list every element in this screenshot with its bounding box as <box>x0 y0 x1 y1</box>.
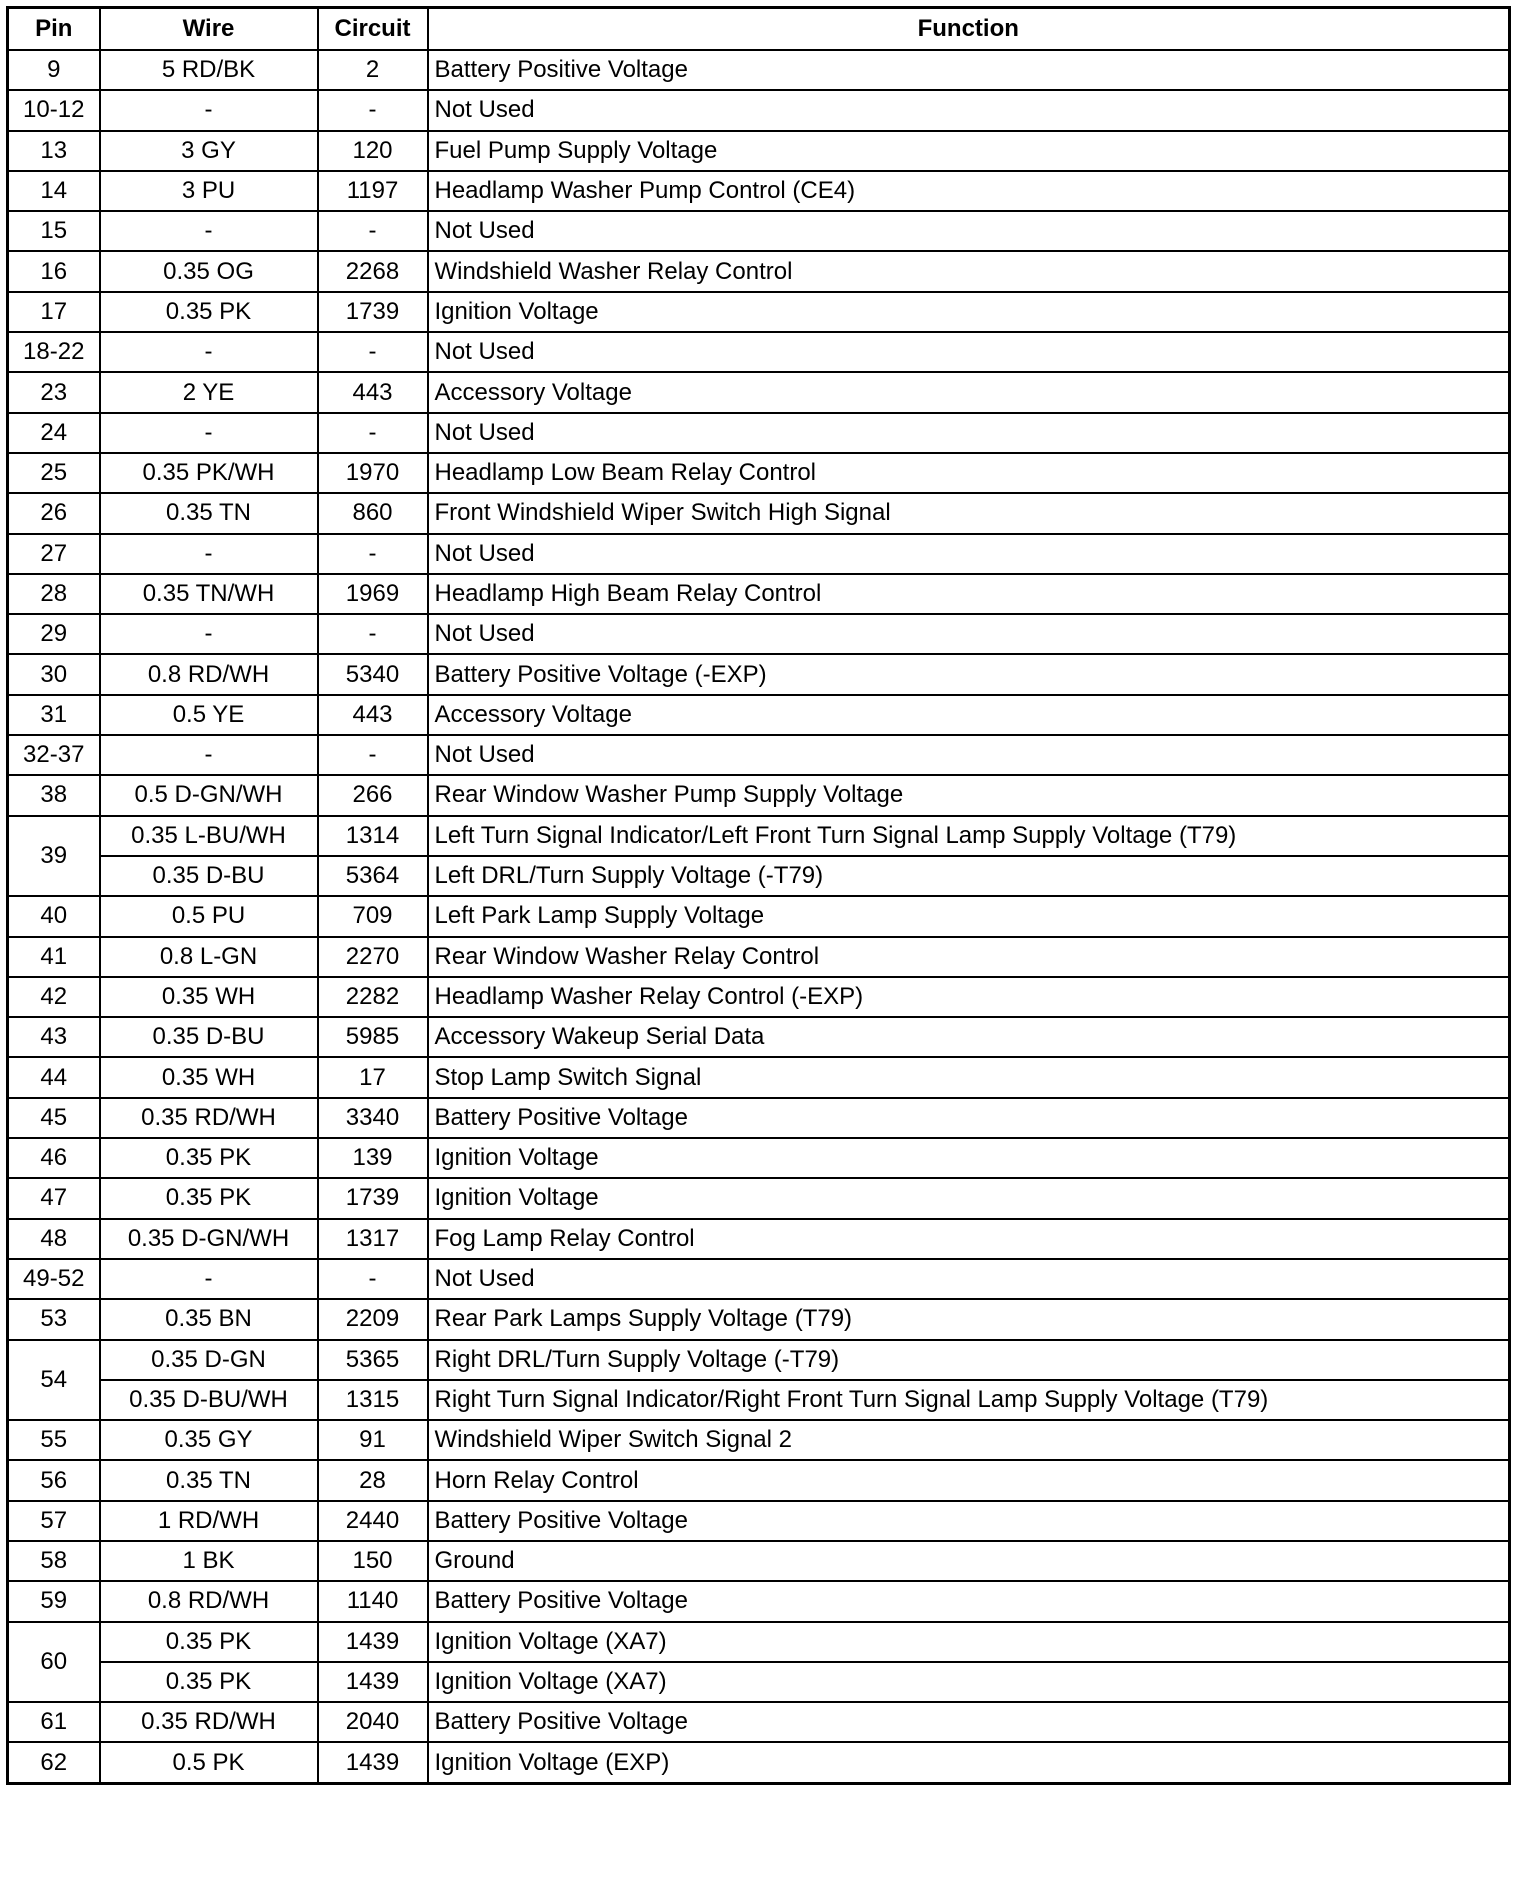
circuit-cell: 1317 <box>318 1219 428 1259</box>
table-row <box>8 131 1510 171</box>
circuit-cell: 28 <box>318 1460 428 1500</box>
pin-cell: 59 <box>8 1581 100 1621</box>
wire-cell: - <box>100 90 318 130</box>
circuit-cell: - <box>318 90 428 130</box>
wire-cell: - <box>100 735 318 775</box>
circuit-cell: 5364 <box>318 856 428 896</box>
function-cell: Battery Positive Voltage <box>428 1581 1510 1621</box>
wire-cell: 0.35 D-GN <box>100 1340 318 1380</box>
header-pin: Pin <box>8 8 100 51</box>
table-row <box>8 816 1510 856</box>
circuit-cell: 1140 <box>318 1581 428 1621</box>
circuit-cell: 1970 <box>318 453 428 493</box>
wire-cell: - <box>100 413 318 453</box>
pin-cell: 38 <box>8 775 100 815</box>
table-row <box>8 171 1510 211</box>
table-row <box>8 896 1510 936</box>
circuit-cell: 2282 <box>318 977 428 1017</box>
function-cell: Right DRL/Turn Supply Voltage (-T79) <box>428 1340 1510 1380</box>
table-row <box>8 735 1510 775</box>
function-cell: Rear Window Washer Pump Supply Voltage <box>428 775 1510 815</box>
wire-cell: - <box>100 1259 318 1299</box>
function-cell: Not Used <box>428 614 1510 654</box>
wire-cell: 0.35 PK <box>100 1178 318 1218</box>
circuit-cell: 2270 <box>318 937 428 977</box>
function-cell: Battery Positive Voltage (-EXP) <box>428 654 1510 694</box>
wire-cell: 0.8 RD/WH <box>100 654 318 694</box>
wire-cell: 0.35 L-BU/WH <box>100 816 318 856</box>
wire-cell: 0.35 D-GN/WH <box>100 1219 318 1259</box>
table-row <box>8 1420 1510 1460</box>
function-cell: Windshield Wiper Switch Signal 2 <box>428 1420 1510 1460</box>
wire-cell: 0.35 TN <box>100 1460 318 1500</box>
pin-cell: 32-37 <box>8 735 100 775</box>
pin-cell: 45 <box>8 1098 100 1138</box>
function-cell: Battery Positive Voltage <box>428 1501 1510 1541</box>
wire-cell: 2 YE <box>100 372 318 412</box>
wire-cell: 0.35 RD/WH <box>100 1098 318 1138</box>
function-cell: Rear Window Washer Relay Control <box>428 937 1510 977</box>
table-row <box>8 413 1510 453</box>
pin-cell: 15 <box>8 211 100 251</box>
wire-cell: 0.35 TN/WH <box>100 574 318 614</box>
circuit-cell: - <box>318 614 428 654</box>
circuit-cell: 1969 <box>318 574 428 614</box>
function-cell: Accessory Voltage <box>428 695 1510 735</box>
function-cell: Not Used <box>428 413 1510 453</box>
function-cell: Not Used <box>428 534 1510 574</box>
pin-cell: 54 <box>8 1340 100 1421</box>
wire-cell: 0.35 PK <box>100 292 318 332</box>
pin-cell: 28 <box>8 574 100 614</box>
function-cell: Ignition Voltage <box>428 292 1510 332</box>
table-row <box>8 574 1510 614</box>
circuit-cell: - <box>318 735 428 775</box>
circuit-cell: 17 <box>318 1057 428 1097</box>
function-cell: Accessory Voltage <box>428 372 1510 412</box>
circuit-cell: 1314 <box>318 816 428 856</box>
circuit-cell: 443 <box>318 372 428 412</box>
circuit-cell: - <box>318 1259 428 1299</box>
pin-cell: 39 <box>8 816 100 897</box>
table-row <box>8 292 1510 332</box>
table-row <box>8 695 1510 735</box>
wire-cell: - <box>100 614 318 654</box>
function-cell: Ignition Voltage <box>428 1178 1510 1218</box>
table-row <box>8 937 1510 977</box>
wire-cell: 3 GY <box>100 131 318 171</box>
circuit-cell: 2040 <box>318 1702 428 1742</box>
wire-cell: 0.5 PK <box>100 1742 318 1783</box>
wire-cell: 0.8 L-GN <box>100 937 318 977</box>
table-row <box>8 1098 1510 1138</box>
table-row <box>8 1057 1510 1097</box>
pin-cell: 58 <box>8 1541 100 1581</box>
wire-cell: 0.35 D-BU <box>100 1017 318 1057</box>
header-row <box>8 8 1510 51</box>
pin-cell: 9 <box>8 50 100 90</box>
circuit-cell: 150 <box>318 1541 428 1581</box>
pin-cell: 49-52 <box>8 1259 100 1299</box>
pin-cell: 61 <box>8 1702 100 1742</box>
wire-cell: 0.35 PK <box>100 1662 318 1702</box>
wire-cell: 0.35 PK/WH <box>100 453 318 493</box>
wire-cell: 0.35 WH <box>100 1057 318 1097</box>
circuit-cell: 91 <box>318 1420 428 1460</box>
function-cell: Ignition Voltage (EXP) <box>428 1742 1510 1783</box>
pin-cell: 48 <box>8 1219 100 1259</box>
table-row <box>8 1581 1510 1621</box>
pin-cell: 29 <box>8 614 100 654</box>
circuit-cell: 2209 <box>318 1299 428 1339</box>
pin-cell: 16 <box>8 251 100 291</box>
function-cell: Ignition Voltage (XA7) <box>428 1662 1510 1702</box>
function-cell: Not Used <box>428 1259 1510 1299</box>
circuit-cell: 2 <box>318 50 428 90</box>
pin-cell: 23 <box>8 372 100 412</box>
table-row <box>8 1178 1510 1218</box>
table-row <box>8 493 1510 533</box>
circuit-cell: 1439 <box>318 1742 428 1783</box>
pin-cell: 27 <box>8 534 100 574</box>
circuit-cell: 709 <box>318 896 428 936</box>
table-row <box>8 453 1510 493</box>
table-row <box>8 1501 1510 1541</box>
pin-cell: 53 <box>8 1299 100 1339</box>
wire-cell: 1 BK <box>100 1541 318 1581</box>
table-row <box>8 1017 1510 1057</box>
function-cell: Windshield Washer Relay Control <box>428 251 1510 291</box>
pin-cell: 57 <box>8 1501 100 1541</box>
table-row <box>8 1622 1510 1662</box>
table-row <box>8 1299 1510 1339</box>
function-cell: Not Used <box>428 90 1510 130</box>
circuit-cell: - <box>318 211 428 251</box>
circuit-cell: 139 <box>318 1138 428 1178</box>
wire-cell: 5 RD/BK <box>100 50 318 90</box>
table-body <box>8 50 1510 1783</box>
wire-cell: 0.35 D-BU <box>100 856 318 896</box>
table-row <box>8 856 1510 896</box>
circuit-cell: 5985 <box>318 1017 428 1057</box>
circuit-cell: 120 <box>318 131 428 171</box>
table-row <box>8 1219 1510 1259</box>
pin-cell: 14 <box>8 171 100 211</box>
circuit-cell: 1197 <box>318 171 428 211</box>
wire-cell: 0.35 RD/WH <box>100 1702 318 1742</box>
circuit-cell: 1439 <box>318 1662 428 1702</box>
wire-cell: - <box>100 211 318 251</box>
function-cell: Left Turn Signal Indicator/Left Front Turn Signal Lamp Supply Voltage (T79) <box>428 816 1510 856</box>
table-row <box>8 332 1510 372</box>
wire-cell: 3 PU <box>100 171 318 211</box>
pin-cell: 26 <box>8 493 100 533</box>
wire-cell: 0.35 TN <box>100 493 318 533</box>
table-row <box>8 372 1510 412</box>
table-row <box>8 1662 1510 1702</box>
function-cell: Not Used <box>428 735 1510 775</box>
pin-cell: 47 <box>8 1178 100 1218</box>
table-row <box>8 1340 1510 1380</box>
function-cell: Battery Positive Voltage <box>428 1098 1510 1138</box>
function-cell: Accessory Wakeup Serial Data <box>428 1017 1510 1057</box>
function-cell: Not Used <box>428 332 1510 372</box>
function-cell: Right Turn Signal Indicator/Right Front Turn Signal Lamp Supply Voltage (T79) <box>428 1380 1510 1420</box>
circuit-cell: 1315 <box>318 1380 428 1420</box>
pin-cell: 46 <box>8 1138 100 1178</box>
circuit-cell: 860 <box>318 493 428 533</box>
function-cell: Left DRL/Turn Supply Voltage (-T79) <box>428 856 1510 896</box>
table-row <box>8 1541 1510 1581</box>
function-cell: Battery Positive Voltage <box>428 1702 1510 1742</box>
circuit-cell: 1739 <box>318 292 428 332</box>
table-row <box>8 251 1510 291</box>
function-cell: Horn Relay Control <box>428 1460 1510 1500</box>
wire-cell: 0.35 GY <box>100 1420 318 1460</box>
pin-cell: 43 <box>8 1017 100 1057</box>
table-row <box>8 1259 1510 1299</box>
wire-cell: - <box>100 534 318 574</box>
table-row <box>8 1460 1510 1500</box>
function-cell: Not Used <box>428 211 1510 251</box>
wire-cell: 0.35 PK <box>100 1622 318 1662</box>
function-cell: Headlamp Washer Relay Control (-EXP) <box>428 977 1510 1017</box>
wire-cell: 0.5 PU <box>100 896 318 936</box>
table-row <box>8 1380 1510 1420</box>
table-row <box>8 1138 1510 1178</box>
connector-pinout-table <box>6 6 1511 1785</box>
circuit-cell: 266 <box>318 775 428 815</box>
circuit-cell: 5340 <box>318 654 428 694</box>
table-row <box>8 977 1510 1017</box>
pin-cell: 40 <box>8 896 100 936</box>
pin-cell: 24 <box>8 413 100 453</box>
table-row <box>8 1742 1510 1783</box>
function-cell: Headlamp Washer Pump Control (CE4) <box>428 171 1510 211</box>
header-wire: Wire <box>100 8 318 51</box>
header-circuit: Circuit <box>318 8 428 51</box>
table-row <box>8 50 1510 90</box>
pin-cell: 60 <box>8 1622 100 1703</box>
function-cell: Headlamp Low Beam Relay Control <box>428 453 1510 493</box>
function-cell: Left Park Lamp Supply Voltage <box>428 896 1510 936</box>
circuit-cell: 443 <box>318 695 428 735</box>
pin-cell: 25 <box>8 453 100 493</box>
pin-cell: 62 <box>8 1742 100 1783</box>
circuit-cell: - <box>318 534 428 574</box>
circuit-cell: - <box>318 332 428 372</box>
function-cell: Ground <box>428 1541 1510 1581</box>
circuit-cell: 1439 <box>318 1622 428 1662</box>
pin-cell: 55 <box>8 1420 100 1460</box>
wire-cell: - <box>100 332 318 372</box>
circuit-cell: 5365 <box>318 1340 428 1380</box>
wire-cell: 0.35 PK <box>100 1138 318 1178</box>
table-row <box>8 1702 1510 1742</box>
table-row <box>8 90 1510 130</box>
function-cell: Headlamp High Beam Relay Control <box>428 574 1510 614</box>
table-row <box>8 211 1510 251</box>
pin-cell: 31 <box>8 695 100 735</box>
circuit-cell: 2440 <box>318 1501 428 1541</box>
circuit-cell: - <box>318 413 428 453</box>
function-cell: Ignition Voltage <box>428 1138 1510 1178</box>
circuit-cell: 2268 <box>318 251 428 291</box>
header-function: Function <box>428 8 1510 51</box>
table-row <box>8 775 1510 815</box>
table-row <box>8 614 1510 654</box>
table-row <box>8 654 1510 694</box>
pin-cell: 17 <box>8 292 100 332</box>
function-cell: Fog Lamp Relay Control <box>428 1219 1510 1259</box>
wire-cell: 0.35 WH <box>100 977 318 1017</box>
wire-cell: 0.8 RD/WH <box>100 1581 318 1621</box>
function-cell: Front Windshield Wiper Switch High Signal <box>428 493 1510 533</box>
function-cell: Stop Lamp Switch Signal <box>428 1057 1510 1097</box>
function-cell: Ignition Voltage (XA7) <box>428 1622 1510 1662</box>
wire-cell: 0.35 OG <box>100 251 318 291</box>
wire-cell: 0.5 YE <box>100 695 318 735</box>
pin-cell: 41 <box>8 937 100 977</box>
function-cell: Fuel Pump Supply Voltage <box>428 131 1510 171</box>
pin-cell: 13 <box>8 131 100 171</box>
pin-cell: 56 <box>8 1460 100 1500</box>
wire-cell: 0.35 D-BU/WH <box>100 1380 318 1420</box>
function-cell: Battery Positive Voltage <box>428 50 1510 90</box>
table-row <box>8 534 1510 574</box>
wire-cell: 0.35 BN <box>100 1299 318 1339</box>
circuit-cell: 1739 <box>318 1178 428 1218</box>
function-cell: Rear Park Lamps Supply Voltage (T79) <box>428 1299 1510 1339</box>
pin-cell: 42 <box>8 977 100 1017</box>
pin-cell: 44 <box>8 1057 100 1097</box>
circuit-cell: 3340 <box>318 1098 428 1138</box>
pin-cell: 30 <box>8 654 100 694</box>
wire-cell: 0.5 D-GN/WH <box>100 775 318 815</box>
pin-cell: 18-22 <box>8 332 100 372</box>
pin-cell: 10-12 <box>8 90 100 130</box>
wire-cell: 1 RD/WH <box>100 1501 318 1541</box>
